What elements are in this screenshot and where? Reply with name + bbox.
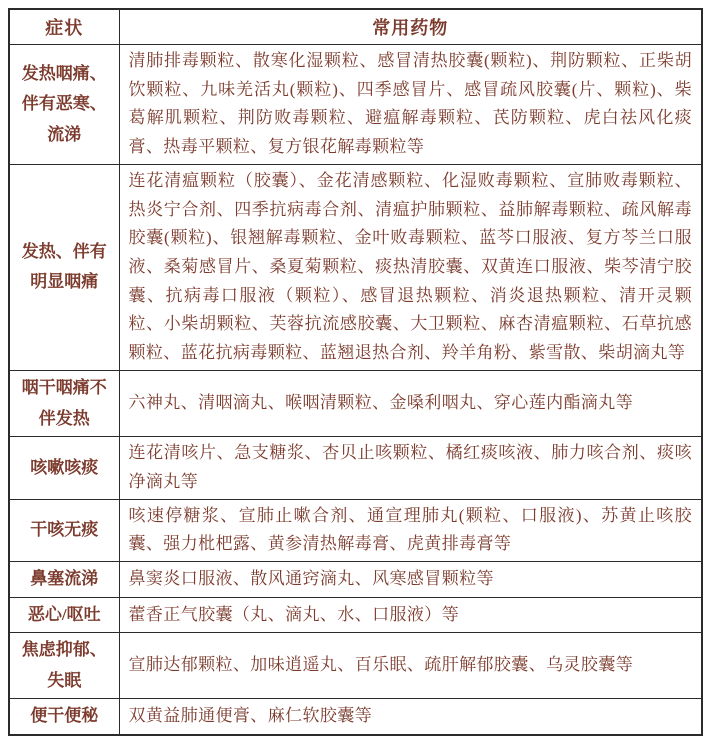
table-row xyxy=(9,597,702,633)
drugs-cell: 六神丸、清咽滴丸、喉咽清颗粒、金嗓利咽丸、穿心莲内酯滴丸等 xyxy=(119,370,702,436)
table-row xyxy=(9,633,702,699)
symptom-cell: 鼻塞流涕 xyxy=(9,561,119,597)
medication-table xyxy=(8,8,703,736)
table-row xyxy=(9,561,702,597)
symptom-cell: 便干便秘 xyxy=(9,699,119,735)
table-row xyxy=(9,45,702,165)
drugs-cell: 藿香正气胶囊（丸、滴丸、水、口服液）等 xyxy=(119,597,702,633)
header-cell-symptom: 症状 xyxy=(9,9,119,45)
drugs-cell: 连花清瘟颗粒（胶囊）、金花清感颗粒、化湿败毒颗粒、宣肺败毒颗粒、热炎宁合剂、四季抗病毒合剂、清瘟护肺颗粒、益肺解毒颗粒、疏风解毒胶囊(颗粒)、银翘解毒颗粒、金叶败毒颗粒、蓝芩口服液、复方芩兰口服液、桑菊感冒片、桑夏菊颗粒、痰热清胶囊、双黄连口服液、柴芩清宁胶囊、抗病毒口服液（颗粒）、感冒退热颗粒、消炎退热颗粒、清开灵颗粒、小柴胡颗粒、芙蓉抗流感胶囊、大卫颗粒、麻杏清瘟颗粒、石草抗感颗粒、蓝花抗病毒颗粒、蓝翘退热合剂、羚羊角粉、紫雪散、柴胡滴丸等 xyxy=(119,164,702,370)
symptom-cell: 恶心/呕吐 xyxy=(9,597,119,633)
symptom-cell: 发热、伴有明显咽痛 xyxy=(9,164,119,370)
symptom-cell: 咳嗽咳痰 xyxy=(9,437,119,499)
symptom-cell: 发热咽痛、伴有恶寒、流涕 xyxy=(9,45,119,165)
table-row xyxy=(9,164,702,370)
table-body xyxy=(9,45,702,735)
symptom-cell: 干咳无痰 xyxy=(9,499,119,561)
header-row xyxy=(9,9,702,45)
table-row xyxy=(9,437,702,499)
header-cell-drugs: 常用药物 xyxy=(119,9,702,45)
table-row xyxy=(9,499,702,561)
symptom-cell: 焦虑抑郁、失眠 xyxy=(9,633,119,699)
drugs-cell: 咳速停糖浆、宣肺止嗽合剂、通宣理肺丸(颗粒、口服液)、苏黄止咳胶囊、强力枇杷露、黄参清热解毒膏、虎黄排毒膏等 xyxy=(119,499,702,561)
drugs-cell: 鼻窦炎口服液、散风通窍滴丸、风寒感冒颗粒等 xyxy=(119,561,702,597)
symptom-cell: 咽干咽痛不伴发热 xyxy=(9,370,119,436)
drugs-cell: 双黄益肺通便膏、麻仁软胶囊等 xyxy=(119,699,702,735)
table-header xyxy=(9,9,702,45)
drugs-cell: 宣肺达郁颗粒、加味逍遥丸、百乐眠、疏肝解郁胶囊、乌灵胶囊等 xyxy=(119,633,702,699)
table-row xyxy=(9,370,702,436)
drugs-cell: 连花清咳片、急支糖浆、杏贝止咳颗粒、橘红痰咳液、肺力咳合剂、痰咳净滴丸等 xyxy=(119,437,702,499)
table-row xyxy=(9,699,702,735)
drugs-cell: 清肺排毒颗粒、散寒化湿颗粒、感冒清热胶囊(颗粒)、荆防颗粒、正柴胡饮颗粒、九味羌活丸(颗粒)、四季感冒片、感冒疏风胶囊(片、颗粒)、柴葛解肌颗粒、荆防败毒颗粒、避瘟解毒颗粒、芪防颗粒、虎白祛风化痰膏、热毒平颗粒、复方银花解毒颗粒等 xyxy=(119,45,702,165)
